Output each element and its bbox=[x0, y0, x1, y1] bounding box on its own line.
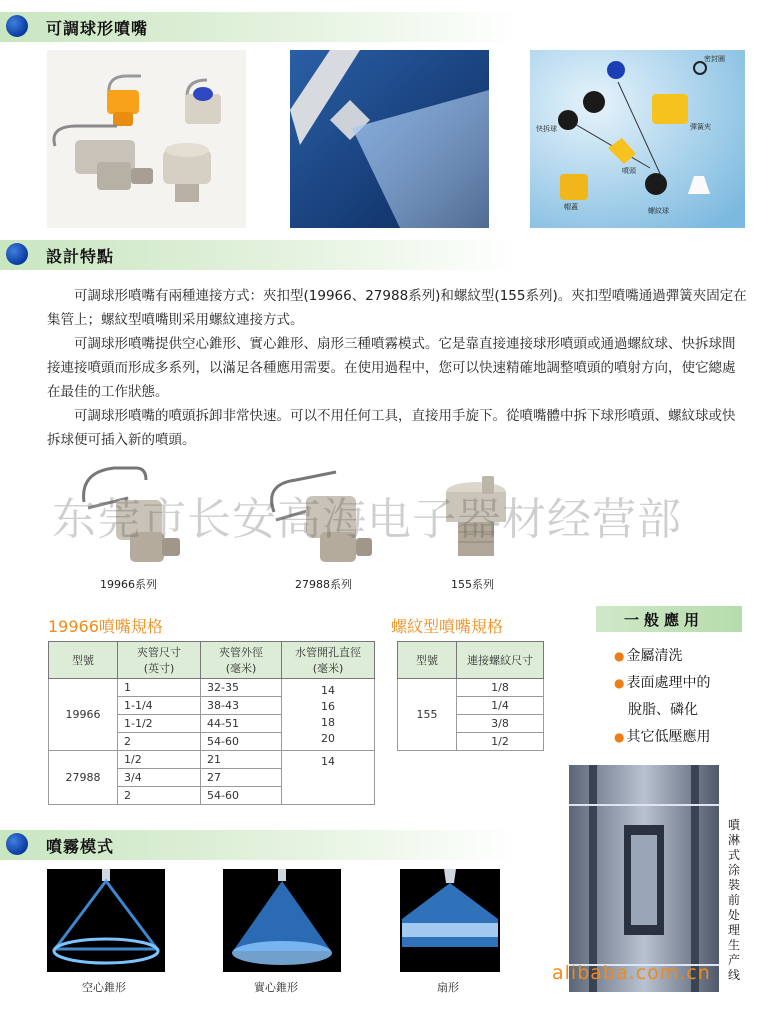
applications-title: 一般應用 bbox=[624, 611, 705, 629]
production-line-photo bbox=[569, 765, 719, 992]
cell-od: 38-43 bbox=[201, 697, 282, 715]
label-nozzle: 噴頭 bbox=[622, 167, 636, 175]
section-bullet-icon bbox=[6, 243, 28, 265]
table-19966-title: 19966噴嘴規格 bbox=[48, 617, 163, 636]
caption-flat-fan: 扇形 bbox=[437, 981, 459, 994]
cell-thread: 1/8 bbox=[457, 679, 544, 697]
nozzle-products-photo bbox=[47, 50, 246, 228]
cell-size: 1-1/4 bbox=[118, 697, 201, 715]
label-clip: 彈簧夾 bbox=[690, 123, 711, 131]
cell-size: 1/2 bbox=[118, 751, 201, 769]
applications-header bbox=[596, 606, 742, 632]
design-paragraph: 可調球形噴嘴的噴頭拆卸非常快速。可以不用任何工具，直接用手旋下。從噴嘴體中拆下球形噴頭、螺紋球或快拆球便可插入新的噴頭。 bbox=[47, 408, 736, 448]
cell-od: 21 bbox=[201, 751, 282, 769]
section-title: 設計特點 bbox=[46, 247, 115, 266]
application-item: ● 其它低壓應用 bbox=[614, 724, 710, 751]
production-line-caption: 噴淋式涂裝前处理生产线 bbox=[728, 818, 741, 982]
cell-size: 2 bbox=[118, 733, 201, 751]
caption-155: 155系列 bbox=[451, 578, 494, 591]
design-description bbox=[47, 284, 747, 452]
application-item: 脫脂、磷化 bbox=[628, 702, 698, 718]
exploded-diagram-photo bbox=[530, 50, 745, 228]
flat-fan-photo bbox=[400, 869, 500, 972]
cell-size: 3/4 bbox=[118, 769, 201, 787]
cell-thread: 1/4 bbox=[457, 697, 544, 715]
header-model: 型號 bbox=[49, 642, 118, 679]
label-thread-ball: 螺紋球 bbox=[648, 207, 669, 215]
cell-thread: 3/8 bbox=[457, 715, 544, 733]
cell-holes: 14 16 18 20 bbox=[282, 679, 375, 751]
section-header-design bbox=[0, 240, 520, 270]
label-cap: 帽蓋 bbox=[564, 203, 578, 211]
cell-size: 2 bbox=[118, 787, 201, 805]
header-hole-diameter: 水管開孔直徑 (毫米) bbox=[282, 642, 375, 679]
applications-list bbox=[614, 643, 710, 751]
watermark-text: 东莞市长安高海电子器材经营部 bbox=[52, 494, 682, 545]
cell-od: 27 bbox=[201, 769, 282, 787]
design-paragraph: 可調球形噴嘴有兩種連接方式：夾扣型(19966、27988系列)和螺紋型(155系列)。夾扣型噴嘴通過彈簧夾固定在集管上；螺紋型噴嘴則采用螺紋連接方式。 bbox=[47, 288, 747, 328]
application-item: ● 金屬清洗 bbox=[614, 643, 710, 670]
alibaba-watermark: alibaba.com.cn bbox=[552, 962, 711, 984]
label-quick-ball: 快拆球 bbox=[536, 125, 557, 133]
cell-model: 27988 bbox=[49, 751, 118, 805]
caption-27988: 27988系列 bbox=[295, 578, 352, 591]
caption-solid-cone: 實心錐形 bbox=[254, 981, 298, 994]
header-thread-size: 連接螺紋尺寸 bbox=[457, 642, 544, 679]
table-155-title: 螺紋型噴嘴規格 bbox=[391, 617, 504, 636]
section-title: 可調球形噴嘴 bbox=[46, 19, 149, 38]
cell-od: 54-60 bbox=[201, 733, 282, 751]
caption-19966: 19966系列 bbox=[100, 578, 157, 591]
cell-hole: 14 bbox=[282, 751, 375, 805]
label-seal: 密封圈 bbox=[704, 55, 725, 63]
header-model: 型號 bbox=[398, 642, 457, 679]
spec-table-155 bbox=[397, 641, 544, 751]
cell-od: 44-51 bbox=[201, 715, 282, 733]
spec-table-19966 bbox=[48, 641, 375, 805]
section-header-adjustable bbox=[0, 12, 520, 42]
hollow-cone-photo bbox=[47, 869, 165, 972]
design-paragraph: 可調球形噴嘴提供空心錐形、實心錐形、扇形三種噴霧模式。它是靠直接連接球形噴頭或通過螺紋球、快拆球間接連接噴頭而形成多系列，以滿足各種應用需要。在使用過程中，您可以快速精確地調整噴頭的噴射方向，使它總處在最佳的工作狀態。 bbox=[47, 336, 736, 400]
spray-nozzle-photo bbox=[290, 50, 489, 228]
cell-od: 54-60 bbox=[201, 787, 282, 805]
cell-thread: 1/2 bbox=[457, 733, 544, 751]
section-bullet-icon bbox=[6, 15, 28, 37]
cell-size: 1 bbox=[118, 679, 201, 697]
cell-model: 155 bbox=[398, 679, 457, 751]
cell-model: 19966 bbox=[49, 679, 118, 751]
section-bullet-icon bbox=[6, 833, 28, 855]
section-title: 噴霧模式 bbox=[46, 837, 115, 856]
solid-cone-photo bbox=[223, 869, 341, 972]
section-header-spray bbox=[0, 830, 520, 860]
header-clamp-od: 夾管外徑 (毫米) bbox=[201, 642, 282, 679]
header-clamp-size: 夾管尺寸 (英寸) bbox=[118, 642, 201, 679]
cell-od: 32-35 bbox=[201, 679, 282, 697]
cell-size: 1-1/2 bbox=[118, 715, 201, 733]
caption-hollow-cone: 空心錐形 bbox=[82, 981, 126, 994]
application-item: ● 表面處理中的 bbox=[614, 670, 710, 697]
